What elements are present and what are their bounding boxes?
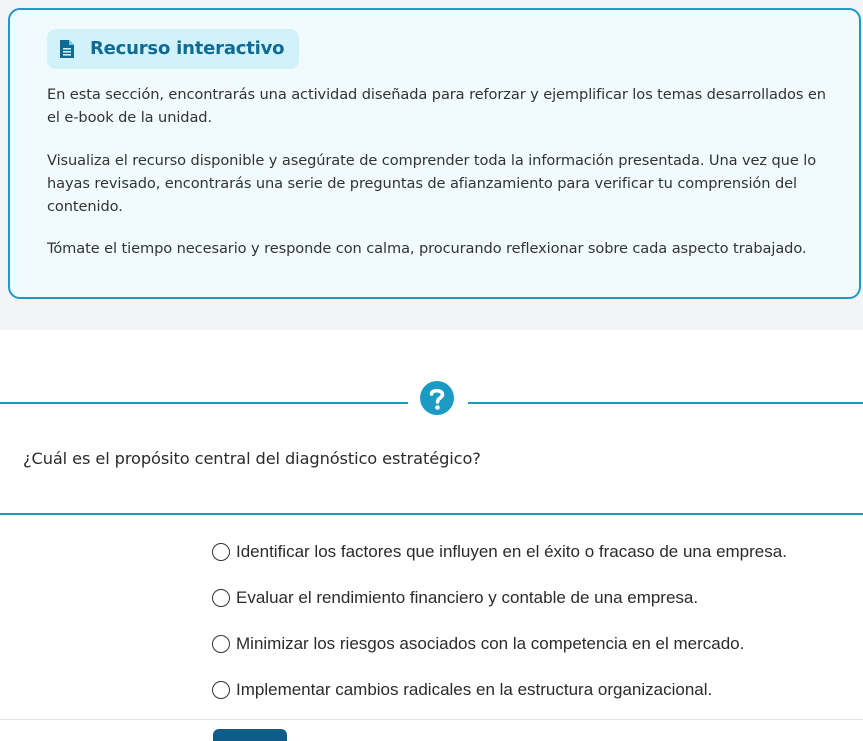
resource-card [8,8,861,299]
resource-paragraph-2: Visualiza el recurso disponible y asegúrate de comprender toda la información presentada. Una vez que lo hayas revisado, encontrarás una serie de preguntas de afianzamiento para verificar tu comprensión del contenido. [47,152,817,215]
answer-option-label[interactable]: Implementar cambios radicales en la estructura organizacional. [236,680,713,699]
resource-title: Recurso interactivo [90,38,285,59]
answer-option-1[interactable] [212,540,787,564]
options-divider [0,719,863,720]
answer-option-3[interactable] [212,632,744,656]
radio-button[interactable] [212,635,230,653]
radio-button[interactable] [212,681,230,699]
question-mark-icon [419,380,455,416]
answer-option-label[interactable]: Minimizar los riesgos asociados con la competencia en el mercado. [236,634,745,653]
radio-button[interactable] [212,589,230,607]
resource-paragraph-1: En esta sección, encontrarás una actividad diseñada para reforzar y ejemplificar los temas desarrollados en el e-book de la unidad. [47,86,826,126]
question-text: ¿Cuál es el propósito central del diagnóstico estratégico? [23,449,481,468]
submit-button[interactable] [213,729,287,741]
question-divider-bottom [0,513,863,515]
radio-button[interactable] [212,543,230,561]
document-icon [60,40,74,58]
resource-section [0,0,863,330]
resource-paragraph-3: Tómate el tiempo necesario y responde con calma, procurando reflexionar sobre cada aspecto trabajado. [47,240,807,257]
answer-option-label[interactable]: Evaluar el rendimiento financiero y contable de una empresa. [236,588,699,607]
answer-option-2[interactable] [212,586,698,610]
resource-tag [47,29,299,69]
answer-option-4[interactable] [212,678,712,702]
answer-option-label[interactable]: Identificar los factores que influyen en el éxito o fracaso de una empresa. [236,542,787,561]
